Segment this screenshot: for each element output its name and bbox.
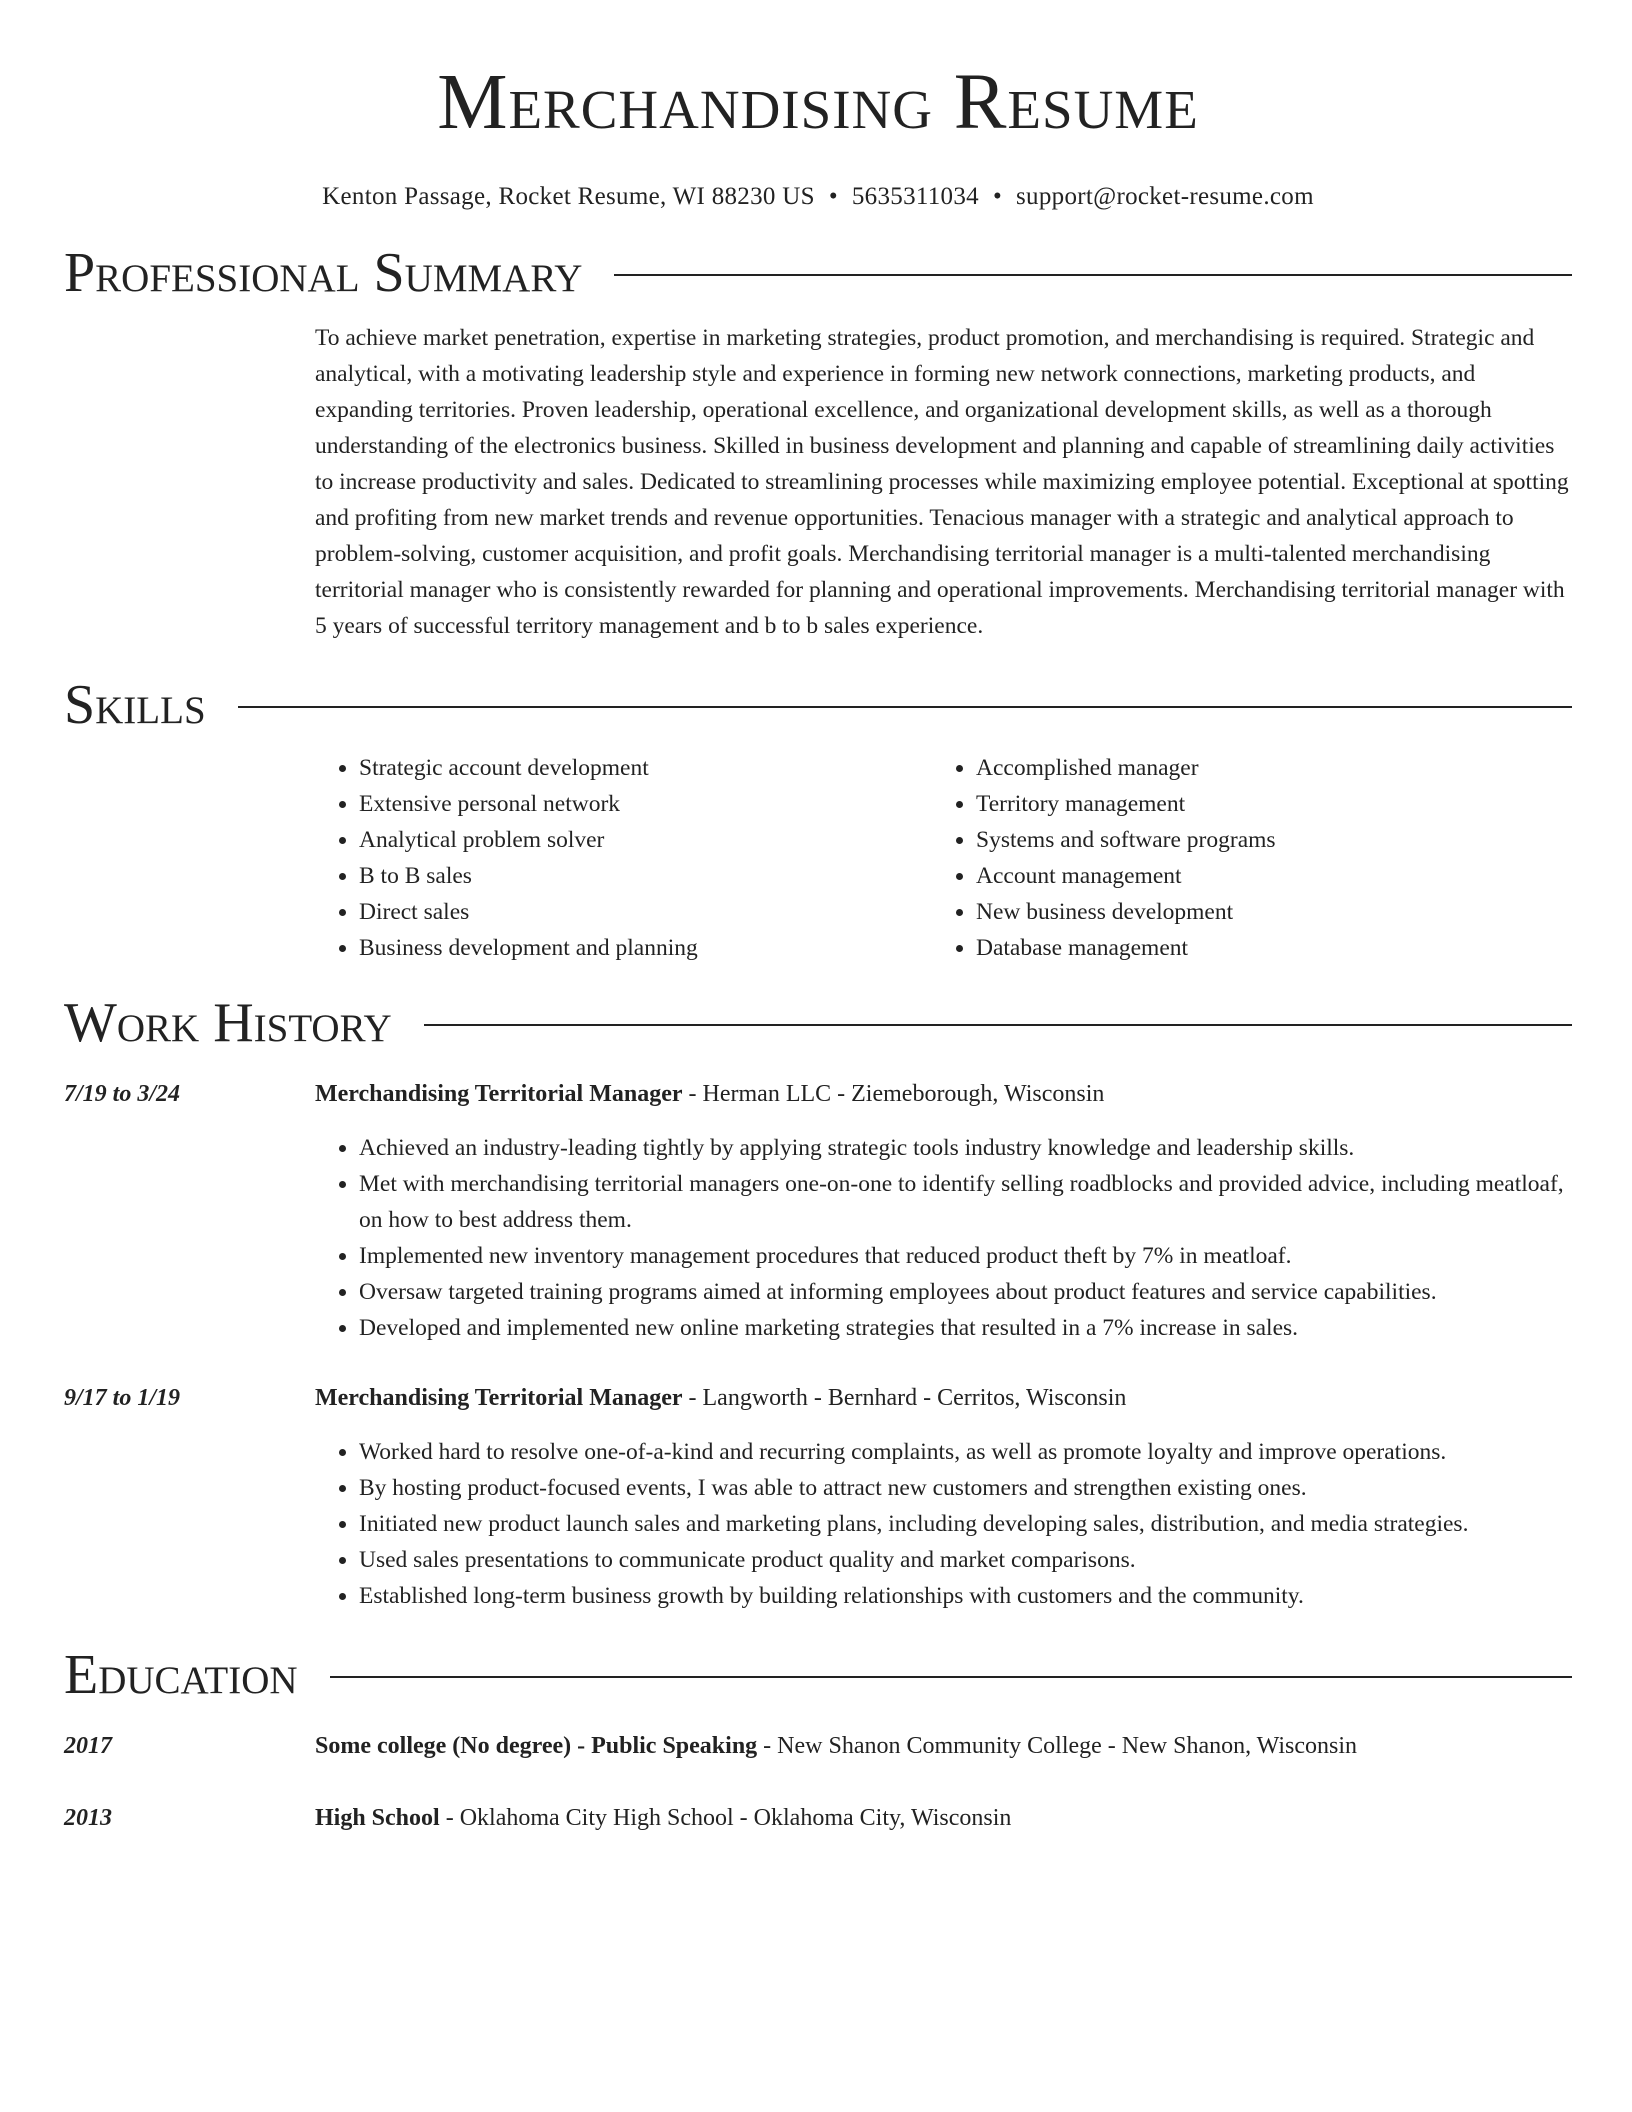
summary-section-header bbox=[64, 240, 1572, 306]
job-bullet: • Oversaw targeted training programs aimed at informing employees about product features and service capabilities. bbox=[359, 1274, 1572, 1310]
skill-item: • Business development and planning bbox=[359, 930, 932, 966]
contact-email: support@rocket-resume.com bbox=[1016, 183, 1314, 210]
education-title: Some college (No degree) - Public Speaking bbox=[315, 1733, 758, 1759]
education-title: High School bbox=[315, 1805, 440, 1831]
skill-item: • Territory management bbox=[976, 786, 1549, 822]
education-school: - New Shanon Community College - New Shanon, Wisconsin bbox=[757, 1733, 1358, 1759]
skill-item: • Direct sales bbox=[359, 894, 932, 930]
skill-item: • Account management bbox=[976, 858, 1549, 894]
skill-item: • B to B sales bbox=[359, 858, 932, 894]
job-bullet: • Established long-term business growth by building relationships with customers and the community. bbox=[359, 1578, 1572, 1614]
job-bullet: • Used sales presentations to communicate product quality and market comparisons. bbox=[359, 1542, 1572, 1578]
job-bullet: • Initiated new product launch sales and marketing plans, including developing sales, distribution, and media strategies. bbox=[359, 1506, 1572, 1542]
job-entry bbox=[64, 1380, 1572, 1614]
job-heading bbox=[315, 1076, 1572, 1112]
education-school: - Oklahoma City High School - Oklahoma City, Wisconsin bbox=[439, 1805, 1012, 1831]
education-section-header bbox=[64, 1642, 1572, 1708]
skill-item: • Extensive personal network bbox=[359, 786, 932, 822]
section-divider bbox=[614, 274, 1572, 276]
job-title: Merchandising Territorial Manager bbox=[315, 1385, 683, 1411]
resume-page bbox=[64, 0, 1572, 1836]
section-divider bbox=[330, 1676, 1572, 1678]
education-entry bbox=[64, 1728, 1572, 1764]
summary-heading: Professional Summary bbox=[64, 242, 583, 304]
work-heading: Work History bbox=[64, 992, 392, 1054]
contact-line bbox=[64, 182, 1572, 212]
job-bullets bbox=[315, 1130, 1572, 1346]
job-content bbox=[315, 1076, 1572, 1346]
job-bullet: • Achieved an industry-leading tightly by applying strategic tools industry knowledge and leadership skills. bbox=[359, 1130, 1572, 1166]
contact-separator: • bbox=[828, 183, 838, 210]
skill-item: • Accomplished manager bbox=[976, 750, 1549, 786]
education-year: 2017 bbox=[64, 1733, 112, 1759]
education-content bbox=[315, 1728, 1572, 1764]
skill-item: • Database management bbox=[976, 930, 1549, 966]
skill-item: • New business development bbox=[976, 894, 1549, 930]
job-bullet: • By hosting product-focused events, I was able to attract new customers and strengthen existing ones. bbox=[359, 1470, 1572, 1506]
skills-heading: Skills bbox=[64, 674, 206, 736]
job-content bbox=[315, 1380, 1572, 1614]
section-divider bbox=[424, 1024, 1572, 1026]
skills-column-left bbox=[315, 750, 932, 966]
skills-list bbox=[315, 750, 1572, 966]
job-bullet: • Met with merchandising territorial managers one-on-one to identify selling roadblocks and provided advice, including meatloaf, on how to best address them. bbox=[359, 1166, 1572, 1238]
resume-title: Merchandising Resume bbox=[437, 59, 1199, 146]
section-divider bbox=[238, 706, 1572, 708]
job-bullet: • Developed and implemented new online marketing strategies that resulted in a 7% increase in sales. bbox=[359, 1310, 1572, 1346]
skills-section-header bbox=[64, 672, 1572, 738]
job-title: Merchandising Territorial Manager bbox=[315, 1081, 683, 1107]
contact-phone: 5635311034 bbox=[851, 183, 979, 210]
education-content bbox=[315, 1800, 1572, 1836]
job-bullets bbox=[315, 1434, 1572, 1614]
education-year: 2013 bbox=[64, 1805, 112, 1831]
contact-separator: • bbox=[992, 183, 1003, 210]
job-employer: - Herman LLC - Ziemeborough, Wisconsin bbox=[682, 1081, 1105, 1107]
education-heading: Education bbox=[64, 1644, 298, 1706]
job-dates: 7/19 to 3/24 bbox=[64, 1081, 181, 1107]
contact-address: Kenton Passage, Rocket Resume, WI 88230 US bbox=[322, 183, 815, 210]
skill-item: • Systems and software programs bbox=[976, 822, 1549, 858]
education-entry bbox=[64, 1800, 1572, 1836]
job-entry bbox=[64, 1076, 1572, 1346]
skill-item: • Strategic account development bbox=[359, 750, 932, 786]
job-bullet: • Worked hard to resolve one-of-a-kind and recurring complaints, as well as promote loyalty and improve operations. bbox=[359, 1434, 1572, 1470]
skills-column-right bbox=[932, 750, 1549, 966]
job-heading bbox=[315, 1380, 1572, 1416]
summary-body bbox=[315, 320, 1572, 644]
work-section-header bbox=[64, 990, 1572, 1056]
summary-text: To achieve market penetration, expertise in marketing strategies, product promotion, and merchandising is required. Strategic and analytical, with a motivating leadership style and experience in forming new network connections, marketing products, and expanding territories. Proven leadership, operational excellence, and organizational development skills, as well as a thorough understanding of the electronics business. Skilled in business development and planning and capable of streamlining daily activities to increase productivity and sales. Dedicated to streamlining processes while maximizing employee potential. Exceptional at spotting and profiting from new market trends and revenue opportunities. Tenacious manager with a strategic and analytical approach to problem-solving, customer acquisition, and profit goals. Merchandising territorial manager is a multi-talented merchandising territorial manager who is consistently rewarded for planning and operational improvements. Merchandising territorial manager with 5 years of successful territory management and b to b sales experience. bbox=[315, 325, 1569, 639]
job-dates: 9/17 to 1/19 bbox=[64, 1385, 181, 1411]
skill-item: • Analytical problem solver bbox=[359, 822, 932, 858]
job-bullet: • Implemented new inventory management procedures that reduced product theft by 7% in meatloaf. bbox=[359, 1238, 1572, 1274]
job-employer: - Langworth - Bernhard - Cerritos, Wisconsin bbox=[682, 1385, 1127, 1411]
